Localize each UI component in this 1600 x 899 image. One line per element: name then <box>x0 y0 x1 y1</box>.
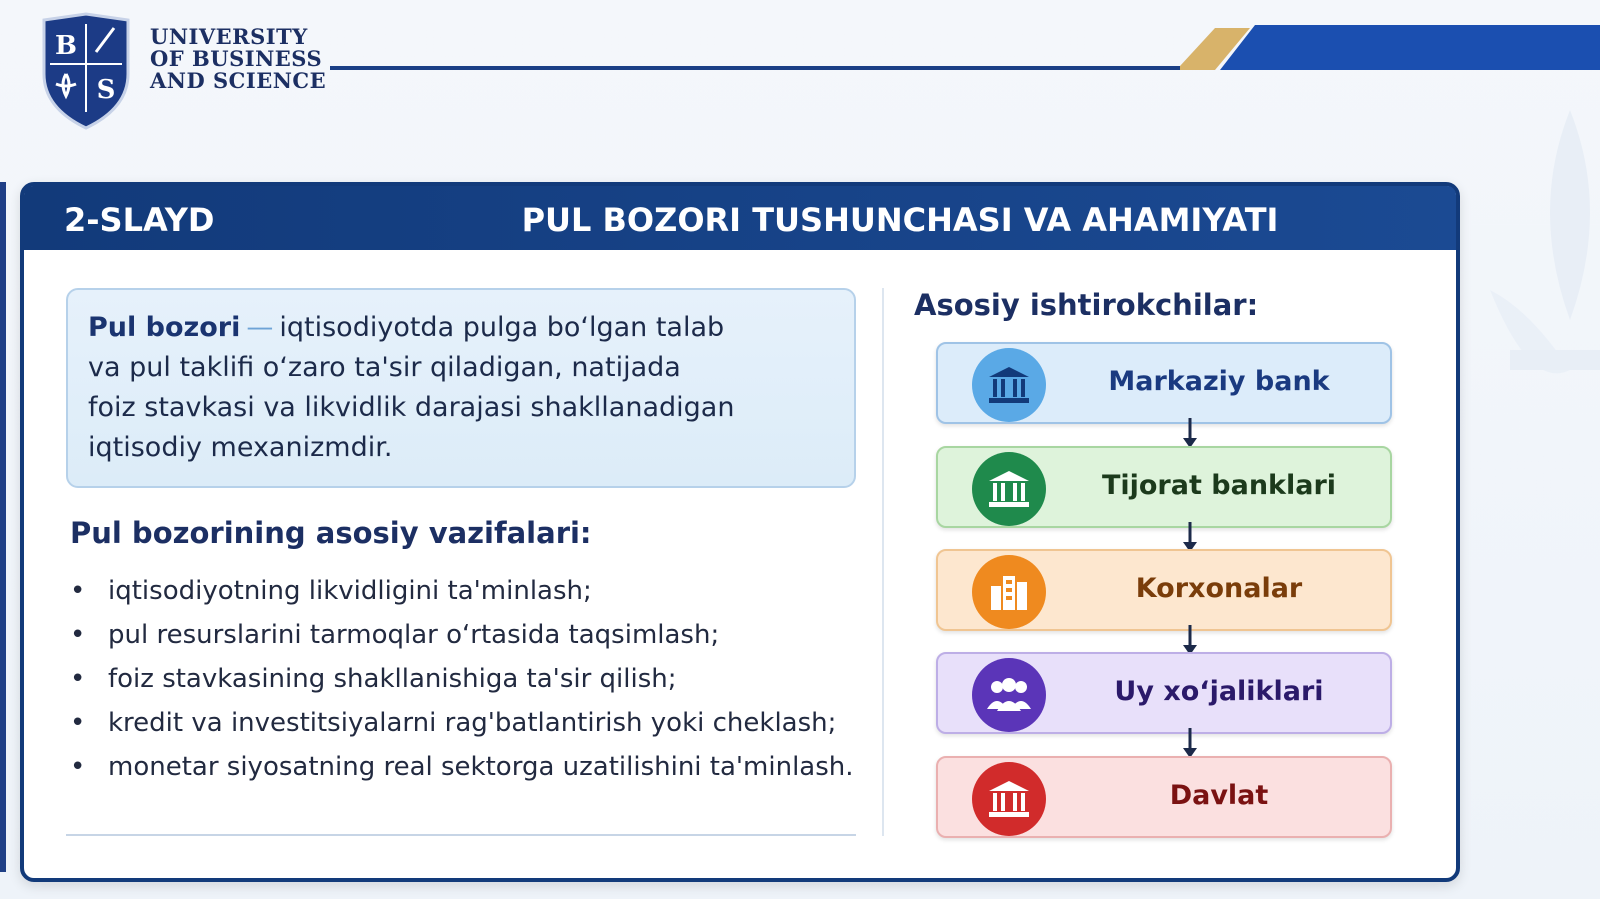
definition-term: Pul bozori <box>88 312 241 343</box>
list-item <box>70 745 854 789</box>
bullet: • <box>70 664 86 694</box>
left-edge-bar <box>0 182 6 872</box>
list-item <box>70 657 854 701</box>
university-logo <box>38 12 134 130</box>
definition-dash: — <box>246 312 274 343</box>
functions-list <box>70 569 854 789</box>
arrow-down-icon <box>1180 522 1200 552</box>
participant-davlat <box>936 756 1392 838</box>
logo-letter-b: B <box>55 31 77 61</box>
slide-number: 2-SLAYD <box>64 201 215 239</box>
participant-label: Davlat <box>1169 780 1269 811</box>
list-item-text: monetar siyosatning real sektorga uzatilishini ta'minlash. <box>108 752 854 782</box>
definition-text: iqtisodiyotda pulga bo‘lgan talab <box>279 312 725 343</box>
arrow-down-icon <box>1180 418 1200 448</box>
participant-label: Markaziy bank <box>1108 366 1330 397</box>
slide-title: PUL BOZORI TUSHUNCHASI VA AHAMIYATI <box>521 201 1279 239</box>
definition-line: foiz stavkasi va likvidlik darajasi shakllanadigan <box>88 392 735 423</box>
bank-icon <box>972 452 1046 526</box>
logo-letter-s: S <box>96 75 116 105</box>
list-item-text: iqtisodiyotning likvidligini ta'minlash; <box>108 576 592 606</box>
definition-line: iqtisodiy mexanizmdir. <box>88 432 393 463</box>
arrow-down-icon <box>1180 625 1200 655</box>
participant-korxonalar <box>936 549 1392 631</box>
university-name <box>150 26 326 92</box>
bullet: • <box>70 576 86 606</box>
arrow-down-icon <box>1180 728 1200 758</box>
list-item <box>70 569 854 613</box>
definition-line <box>88 308 834 348</box>
column-divider <box>882 288 884 836</box>
list-item-text: foiz stavkasining shakllanishiga ta'sir qilish; <box>108 664 677 694</box>
participant-uy-xojaliklari <box>936 652 1392 734</box>
list-item <box>70 701 854 745</box>
bank-icon <box>972 348 1046 422</box>
logo-line: AND SCIENCE <box>150 68 327 93</box>
logo-line: UNIVERSITY <box>150 24 308 49</box>
list-item-text: pul resurslarini tarmoqlar o‘rtasida taqsimlash; <box>108 620 720 650</box>
people-icon <box>972 658 1046 732</box>
participant-markaziy-bank <box>936 342 1392 424</box>
logo-line: OF BUSINESS <box>150 46 323 71</box>
bullet: • <box>70 708 86 738</box>
functions-title: Pul bozorining asosiy vazifalari: <box>70 516 592 550</box>
participant-tijorat-banklari <box>936 446 1392 528</box>
definition-box <box>66 288 856 488</box>
bullet: • <box>70 620 86 650</box>
fleur-de-lis-watermark-icon <box>1470 90 1600 730</box>
header-decoration <box>330 0 1600 80</box>
list-item <box>70 613 854 657</box>
divider-line <box>66 834 856 836</box>
bullet: • <box>70 752 86 782</box>
government-icon <box>972 762 1046 836</box>
participants-title: Asosiy ishtirokchilar: <box>914 288 1259 322</box>
participant-label: Tijorat banklari <box>1101 470 1337 501</box>
definition-line: va pul taklifi o‘zaro ta'sir qiladigan, natijada <box>88 352 681 383</box>
slide-header <box>24 186 1456 250</box>
factory-icon <box>972 555 1046 629</box>
participant-label: Uy xo‘jaliklari <box>1114 676 1324 707</box>
list-item-text: kredit va investitsiyalarni rag'batlantirish yoki cheklash; <box>108 708 837 738</box>
participant-label: Korxonalar <box>1135 573 1303 604</box>
slide-card <box>20 182 1460 882</box>
